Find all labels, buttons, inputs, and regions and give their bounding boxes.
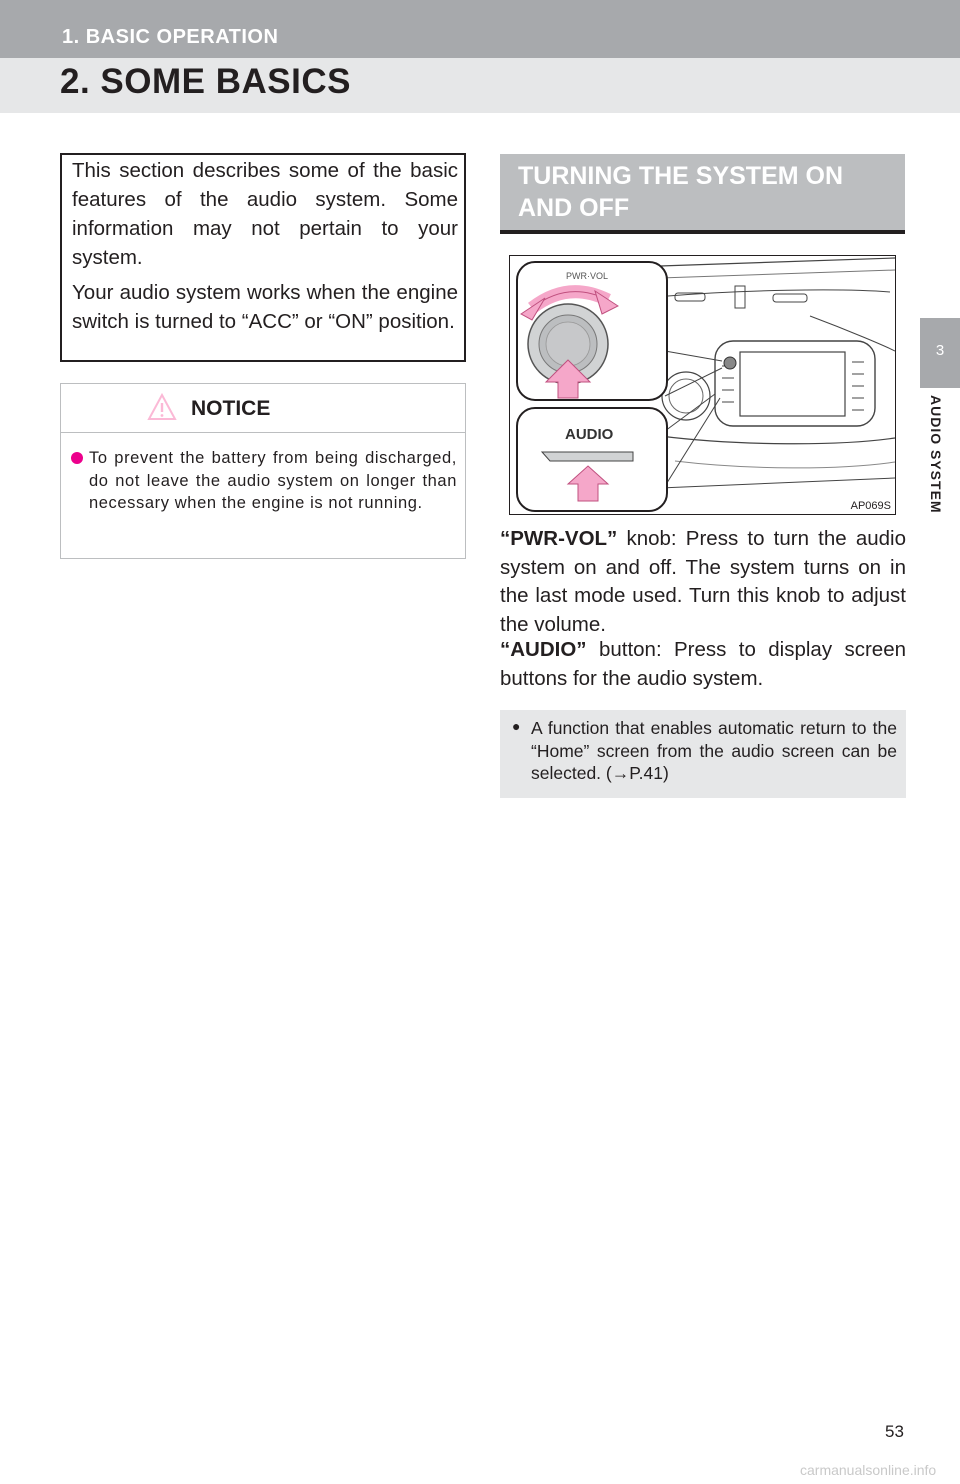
notice-header xyxy=(61,384,465,434)
pink-bullet-icon xyxy=(71,452,83,464)
notice-item-text: To prevent the battery from being discharged, do not leave the audio system on longer than necessary when the engine is not running. xyxy=(89,449,457,512)
figure-code: AP069S xyxy=(850,500,891,512)
info-text: A function that enables automatic return to the “Home” screen from the audio screen can be selected. (→P.41) xyxy=(531,718,897,783)
dashboard-drawing xyxy=(510,256,896,515)
notice-title: NOTICE xyxy=(191,397,271,420)
side-tab-number: 3 xyxy=(935,342,945,359)
info-box xyxy=(500,710,906,798)
audio-term: “AUDIO” xyxy=(500,638,587,661)
intro-paragraph-2: Your audio system works when the engine switch is turned to “ACC” or “ON” position. xyxy=(72,281,458,333)
audio-description xyxy=(500,636,906,693)
warning-icon xyxy=(147,393,177,421)
notice-item xyxy=(71,447,457,515)
air-vent-icon xyxy=(675,286,807,308)
audio-text: button: Press to display screen buttons for the audio system. xyxy=(500,638,906,690)
pwr-vol-term: “PWR-VOL” xyxy=(500,527,618,550)
audio-button-label: AUDIO xyxy=(565,426,614,443)
audio-button-icon xyxy=(542,452,633,461)
side-tab-label: AUDIO SYSTEM xyxy=(928,395,944,514)
dashboard-illustration xyxy=(509,255,896,515)
page-number: 53 xyxy=(885,1422,904,1441)
knob-small-icon xyxy=(724,357,736,369)
watermark-text: carmanualsonline.info xyxy=(800,1462,937,1478)
intro-paragraph-1: This section describes some of the basic features of the audio system. Some information may not pertain to your system. xyxy=(72,159,458,269)
knob-callout xyxy=(517,262,667,400)
side-tab[interactable] xyxy=(920,318,960,388)
page-title: 2. SOME BASICS xyxy=(60,62,351,101)
section-heading xyxy=(500,154,905,234)
notice-divider xyxy=(61,432,465,433)
bullet-icon: ● xyxy=(512,718,521,734)
audio-button-callout xyxy=(517,408,667,511)
pwr-vol-text: knob: Press to turn the audio system on and off. The system turns on in the last mode used. Turn this knob to adjust the volume. xyxy=(500,527,906,636)
section-heading-text: TURNING THE SYSTEM ON AND OFF xyxy=(518,162,844,222)
chapter-title: 1. BASIC OPERATION xyxy=(62,26,279,48)
svg-text:PWR·VOL: PWR·VOL xyxy=(566,271,609,281)
intro-box xyxy=(60,153,466,362)
pwr-vol-description xyxy=(500,525,906,639)
notice-box xyxy=(60,383,466,559)
